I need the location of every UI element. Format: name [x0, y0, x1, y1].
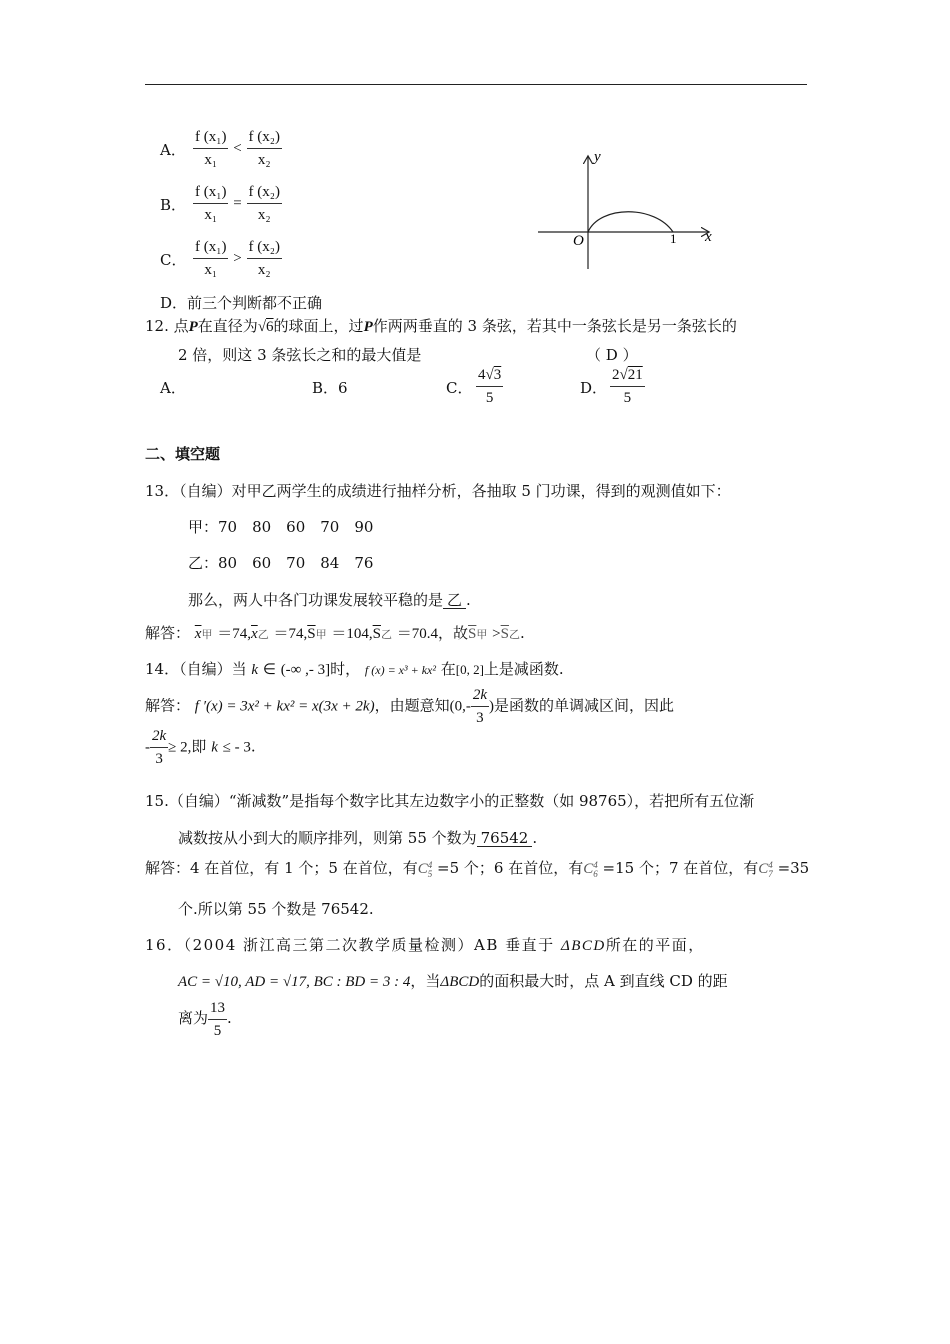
operator: > [233, 250, 242, 267]
text: . [519, 624, 525, 642]
equals: ＝ [273, 626, 289, 642]
subscript: 5 [427, 868, 433, 879]
sqrt-expr: √6 [257, 319, 274, 335]
text: 在直径为 [197, 317, 258, 335]
option-label: D． [580, 379, 608, 397]
text: 解答：4 在首位，有 1 个；5 在首位，有 [145, 859, 418, 877]
function-graph [530, 145, 730, 275]
q12-line1 [145, 316, 737, 337]
value: 70.4 [411, 626, 439, 642]
combination-c5 [418, 861, 433, 877]
denominator: x₂ [257, 262, 271, 278]
radicand: 3 [493, 367, 502, 383]
denominator: x₁ [204, 262, 218, 278]
mean-x: $\overline{x}$ [251, 626, 258, 642]
fraction [208, 997, 227, 1042]
text: 上是减函数. [483, 660, 564, 678]
q16-line3 [178, 995, 232, 1042]
q14-stem [145, 659, 564, 680]
q16-line2 [178, 971, 728, 992]
subscript: 甲 [476, 628, 488, 641]
text: =15 个；7 在首位，有 [602, 859, 759, 877]
answer-blank: 乙 [443, 592, 466, 609]
subscript: 甲 [315, 628, 327, 641]
denominator: x₂ [257, 152, 271, 168]
text: 的面积最大时，点 A 到直线 CD 的距 [479, 972, 728, 990]
solution-label: 解答： [145, 696, 191, 715]
q14-solution-line2 [145, 725, 256, 770]
subscript: 乙 [380, 628, 392, 641]
fraction [193, 181, 228, 226]
text: 所在的平面， [605, 936, 705, 954]
c-symbol: C [583, 861, 594, 877]
text: 那么，两人中各门功课发展较平稳的是 [188, 591, 444, 609]
text: ≥ 2,即 [168, 739, 207, 756]
option-label: A． [160, 379, 186, 397]
q15-solution-line2: 个.所以第 55 个数是 76542. [178, 900, 374, 918]
mean-x: $\overline{x}$ [194, 626, 202, 642]
q12-option-a [160, 378, 186, 398]
text: 14．（自编）当 [145, 660, 247, 678]
variance-s: $\overline{S}$ [307, 626, 316, 642]
minus: - [145, 739, 150, 756]
q16-line1 [145, 935, 705, 956]
numerator: 13 [208, 997, 227, 1020]
header-rule [145, 84, 807, 85]
q11-option-c-expr [193, 236, 282, 281]
option-label: B． [160, 196, 187, 214]
greater-than: > [492, 626, 501, 642]
text: 16．（2004 浙江高三第二次教学质量检测）AB 垂直于 [145, 936, 555, 954]
curve [588, 212, 673, 232]
option-label: B．6 [312, 379, 348, 397]
x-axis-label: x [705, 229, 712, 245]
radicand: 21 [627, 367, 643, 383]
solution-label: 解答： [145, 624, 191, 642]
fraction [247, 236, 282, 281]
denominator: 5 [623, 390, 632, 406]
section-title: 二、填空题 [145, 445, 221, 463]
denominator: x₁ [204, 207, 218, 223]
subscript: 乙 [257, 628, 269, 641]
subscript: 6 [593, 868, 598, 879]
var-k: k [251, 662, 259, 678]
variance-s: $\overline{S}$ [468, 626, 477, 642]
q12-answer [586, 345, 638, 365]
value: 74, [288, 626, 308, 642]
interval-open: (0,- [449, 698, 471, 715]
q12-option-c [446, 378, 472, 398]
equals: ＝ [217, 626, 233, 642]
fraction [476, 364, 503, 409]
text: =5 个；6 在首位，有 [437, 859, 584, 877]
denominator: 3 [155, 751, 163, 767]
denominator: 5 [485, 390, 494, 406]
text: 时， [330, 660, 361, 678]
answer-blank: 76542 [477, 830, 533, 847]
text: 在 [440, 660, 456, 678]
q13-yi-scores: 乙：80 60 70 84 76 [188, 554, 374, 572]
q11-option-d [160, 293, 322, 313]
q11-option-a-expr [193, 126, 282, 171]
operator: < [233, 140, 242, 157]
fraction [610, 364, 645, 409]
given-expr: AC = √10, AD = √17, BC : BD = 3 : 4 [178, 974, 411, 990]
coefficient: 4 [478, 367, 486, 383]
radicand: 6 [266, 319, 274, 335]
text: ，故 [438, 624, 469, 642]
equals: ＝ [331, 626, 347, 642]
option-label: D． [160, 294, 188, 312]
derivative-expr: f ′(x) = 3x² + kx² = x(3x + 2k) [194, 698, 375, 715]
y-axis-label: y [594, 149, 601, 165]
variance-s: $\overline{S}$ [500, 626, 509, 642]
option-label: A． [160, 141, 186, 159]
subscript: 7 [768, 868, 773, 879]
q13-solution [145, 623, 525, 645]
text: 的球面上，过 [273, 317, 364, 335]
variance-s: $\overline{S}$ [372, 626, 381, 642]
text: . [227, 1009, 232, 1027]
point-p: P [363, 319, 373, 335]
q15-stem-line1: 15.（自编）“渐减数”是指每个数字比其左边数字小的正整数（如 98765），若把所有五位渐 [145, 792, 755, 810]
subscript: 甲 [201, 628, 213, 641]
coefficient: 2 [612, 367, 620, 383]
text: ，当 [410, 972, 441, 990]
text: 12. 点 [145, 317, 189, 335]
text: ≤ - 3 [222, 739, 251, 756]
q11-option-b [160, 195, 186, 215]
interval-close: ) [489, 698, 494, 715]
text: ，由题意知 [374, 696, 450, 715]
denominator: 3 [476, 710, 484, 726]
q12-option-d-frac [610, 364, 645, 409]
numerator: f (x₁) [193, 126, 228, 149]
text: 2 倍，则这 3 条弦长之和的最大值是 [178, 346, 422, 364]
q13-stem: 13．（自编）对甲乙两学生的成绩进行抽样分析，各抽取 5 门功课，得到的观测值如下： [145, 482, 731, 500]
text: 作两两垂直的 3 条弦，若其中一条弦长是另一条弦长的 [372, 317, 737, 335]
text: . [466, 591, 471, 609]
fraction [150, 725, 168, 770]
option-label: C． [160, 251, 187, 269]
superscript: 4 [427, 859, 433, 870]
text: 是函数的单调减区间，因此 [494, 696, 675, 715]
q11-option-c [160, 250, 186, 270]
denominator: x₁ [204, 152, 218, 168]
q12-line2 [178, 345, 421, 365]
q13-conclusion [188, 590, 471, 610]
c-symbol: C [758, 861, 769, 877]
text: 离为 [178, 1009, 209, 1027]
triangle-bcd: ΔBCD [560, 938, 606, 954]
numerator: f (x₁) [193, 236, 228, 259]
q15-stem-line2 [178, 828, 537, 848]
text: . [532, 829, 538, 847]
domain: [0, 2] [455, 662, 484, 677]
point-p: P [188, 319, 198, 335]
numerator: f (x₂) [247, 181, 282, 204]
answer-text: （ D ） [586, 346, 638, 364]
text: 减数按从小到大的顺序排列，则第 55 个数为 [178, 829, 477, 847]
numerator: 2k [471, 684, 489, 707]
q12-option-c-frac [476, 364, 503, 409]
element-of: ∈ [262, 662, 276, 678]
fraction [193, 126, 228, 171]
q15-solution-line1 [145, 858, 809, 879]
value: 104, [346, 626, 373, 642]
q12-option-b [312, 378, 348, 398]
option-label: C． [446, 379, 473, 397]
equals: ＝ [396, 626, 412, 642]
tick-label-one: 1 [670, 231, 677, 246]
fraction [471, 684, 489, 729]
origin-label: O [573, 233, 584, 249]
fraction [247, 126, 282, 171]
q14-solution [145, 684, 674, 729]
value: 74, [232, 626, 252, 642]
numerator: 2k [150, 725, 168, 748]
subscript: 乙 [508, 628, 520, 641]
text: . [250, 737, 256, 756]
superscript: 4 [768, 859, 773, 870]
operator: = [233, 195, 242, 212]
q11-option-a [160, 140, 186, 160]
c-symbol: C [417, 861, 428, 877]
numerator: 4√3 [476, 364, 503, 387]
q12-option-d [580, 378, 607, 398]
numerator: 2√21 [610, 364, 645, 387]
fraction [193, 236, 228, 281]
combination-c7 [758, 861, 773, 877]
var-k: k [211, 739, 218, 756]
combination-c6 [583, 861, 598, 877]
option-text: 前三个判断都不正确 [187, 294, 323, 312]
text: =35 [777, 859, 810, 877]
superscript: 4 [593, 859, 598, 870]
numerator: f (x₁) [193, 181, 228, 204]
numerator: f (x₂) [247, 126, 282, 149]
q11-option-b-expr [193, 181, 282, 226]
interval: (-∞ ,- 3] [280, 662, 331, 678]
fraction [247, 181, 282, 226]
numerator: f (x₂) [247, 236, 282, 259]
denominator: x₂ [257, 207, 271, 223]
denominator: 5 [213, 1022, 222, 1039]
q13-jia-scores: 甲：70 80 60 70 90 [188, 518, 374, 536]
function-expr: f (x) = x³ + kx² [364, 663, 436, 677]
triangle-bcd: ΔBCD [440, 974, 480, 990]
